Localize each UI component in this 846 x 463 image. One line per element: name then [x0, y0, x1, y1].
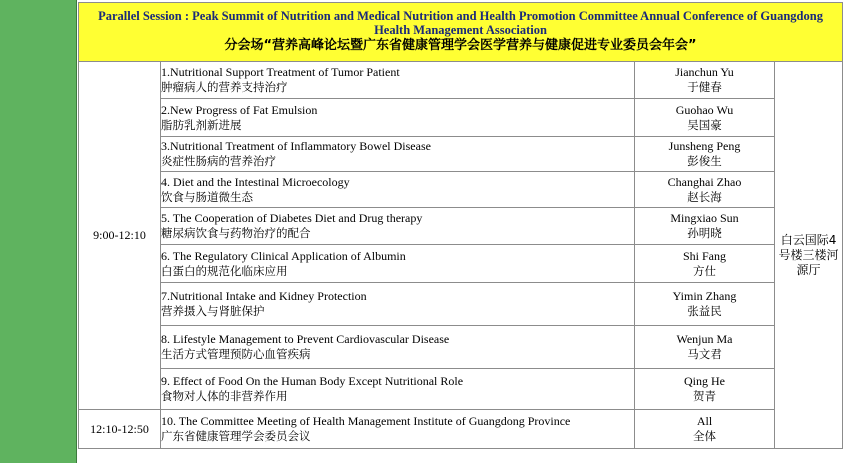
topic-cell: [161, 326, 635, 369]
speaker-zh: 张益民: [687, 304, 722, 318]
topic-zh: 白蛋白的规范化临床应用: [161, 263, 288, 278]
table-row: [79, 369, 843, 410]
speaker-zh: 全体: [693, 429, 716, 443]
topic-zh: 肿瘤病人的营养支持治疗: [161, 80, 288, 94]
topic-zh: 炎症性肠病的营养治疗: [161, 154, 276, 168]
speaker-zh: 贺青: [693, 389, 716, 403]
topic-en: 2.New Progress of Fat Emulsion: [161, 102, 318, 117]
speaker-cell: [635, 99, 775, 137]
speaker-zh: 于健春: [687, 80, 722, 94]
speaker-en: Mingxiao Sun: [670, 211, 739, 225]
left-green-strip: [0, 0, 77, 463]
speaker-en: All: [696, 414, 713, 428]
session-title-en: Parallel Session : Peak Summit of Nutrition and Medical Nutrition and Health Promotion Committee Annual Conference of Guangdong Health Management Association: [98, 9, 823, 37]
venue-cell: 白云国际4号楼三楼河源厅: [775, 62, 843, 449]
speaker-zh: 赵长海: [687, 189, 722, 204]
speaker-cell: [635, 283, 775, 326]
speaker-en: Qing He: [684, 374, 725, 388]
topic-zh: 生活方式管理预防心血管疾病: [161, 347, 311, 361]
speaker-en: Shi Fang: [682, 248, 726, 263]
topic-cell: [161, 137, 635, 172]
topic-cell: [161, 245, 635, 283]
topic-cell: [161, 99, 635, 137]
speaker-en: Junsheng Peng: [668, 139, 741, 153]
topic-cell: [161, 62, 635, 99]
topic-en: 4. Diet and the Intestinal Microecology: [161, 174, 350, 189]
time-slot: 12:10-12:50: [79, 410, 161, 449]
speaker-cell: [635, 137, 775, 172]
topic-cell: [161, 172, 635, 208]
topic-en: 10. The Committee Meeting of Health Management Institute of Guangdong Province: [161, 414, 571, 428]
table-row: [79, 99, 843, 137]
table-row: [79, 208, 843, 245]
table-row: [79, 137, 843, 172]
topic-zh: 糖尿病饮食与药物治疗的配合: [161, 226, 311, 240]
topic-zh: 食物对人体的非营养作用: [161, 389, 288, 403]
speaker-zh: 方仕: [693, 263, 716, 278]
speaker-cell: [635, 172, 775, 208]
speaker-en: Yimin Zhang: [672, 289, 737, 303]
speaker-cell: [635, 208, 775, 245]
topic-cell: [161, 208, 635, 245]
topic-cell: [161, 283, 635, 326]
table-row: [79, 410, 843, 449]
topic-cell: [161, 410, 635, 449]
speaker-en: Guohao Wu: [675, 102, 734, 117]
table-row: [79, 283, 843, 326]
session-header: [79, 3, 843, 62]
time-slot: 9:00-12:10: [79, 62, 161, 410]
schedule-table: [78, 2, 843, 449]
speaker-en: Wenjun Ma: [676, 332, 733, 346]
speaker-en: Jianchun Yu: [675, 65, 734, 79]
topic-en: 1.Nutritional Support Treatment of Tumor Patient: [161, 65, 400, 79]
session-title-zh: 分会场“营养高峰论坛暨广东省健康管理学会医学营养与健康促进专业委员会年会”: [224, 38, 697, 53]
topic-en: 5. The Cooperation of Diabetes Diet and Drug therapy: [161, 211, 423, 225]
topic-en: 7.Nutritional Intake and Kidney Protection: [161, 289, 367, 303]
table-row: [79, 326, 843, 369]
topic-zh: 脂肪乳剂新进展: [161, 117, 242, 132]
speaker-cell: [635, 369, 775, 410]
topic-en: 8. Lifestyle Management to Prevent Cardiovascular Disease: [161, 332, 450, 346]
speaker-zh: 马文君: [687, 347, 722, 361]
speaker-zh: 孙明晓: [687, 226, 722, 240]
topic-zh: 广东省健康管理学会委员会议: [161, 429, 311, 443]
speaker-cell: [635, 326, 775, 369]
topic-en: 6. The Regulatory Clinical Application of Albumin: [161, 248, 406, 263]
topic-cell: [161, 369, 635, 410]
topic-en: 9. Effect of Food On the Human Body Except Nutritional Role: [161, 374, 464, 388]
speaker-zh: 吴国豪: [687, 117, 722, 132]
topic-zh: 营养摄入与肾脏保护: [161, 304, 265, 318]
header-row: [79, 3, 843, 62]
speaker-cell: [635, 410, 775, 449]
speaker-zh: 彭俊生: [687, 154, 722, 168]
topic-zh: 饮食与肠道微生态: [161, 189, 253, 204]
speaker-cell: [635, 62, 775, 99]
speaker-cell: [635, 245, 775, 283]
table-row: [79, 62, 843, 99]
table-row: [79, 245, 843, 283]
table-row: [79, 172, 843, 208]
topic-en: 3.Nutritional Treatment of Inflammatory Bowel Disease: [161, 139, 431, 153]
speaker-en: Changhai Zhao: [667, 174, 742, 189]
